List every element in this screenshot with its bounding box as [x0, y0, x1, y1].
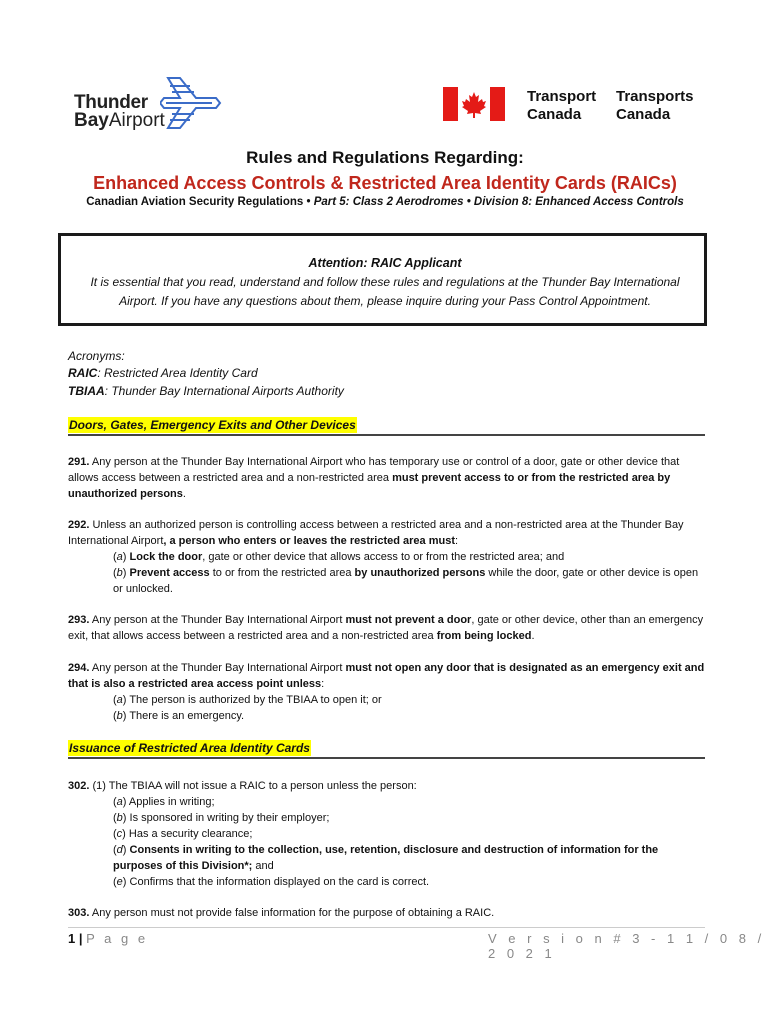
acronym-definition: : Restricted Area Identity Card	[97, 366, 258, 380]
tc-logo-transport-en: Transport	[527, 88, 597, 105]
list-item: (d) Consents in writing to the collection, use, retention, disclosure and destruction of information for the purposes of this Division*; and	[113, 844, 659, 872]
list-label: a	[116, 694, 123, 706]
regulation-number: 293.	[68, 614, 90, 626]
regulation-number: 302.	[68, 780, 90, 792]
list-label: b	[116, 567, 123, 579]
acronym-raic	[68, 366, 258, 380]
regulation-text: .	[531, 630, 535, 642]
regulation-text: , gate or other device, other than an emergency exit, that allows access between a restricted area and a non-restricted area	[68, 614, 704, 642]
regulation-291	[68, 454, 708, 502]
list-label: e	[116, 876, 123, 888]
tc-logo-canada-en: Canada	[527, 106, 582, 123]
canada-flag-icon	[443, 87, 505, 121]
regulation-reference	[0, 196, 770, 208]
regulation-emphasis: must prevent access to or from the restricted area by unauthorized persons	[68, 472, 671, 500]
tb-logo-bay-airport	[74, 110, 165, 132]
regulation-number: 294.	[68, 662, 90, 674]
regulation-number: 303.	[68, 907, 90, 919]
airplane-logo-icon	[160, 76, 222, 130]
regulation-text: Unless an authorized person is controlling access between a restricted area and a non-restricted area at the Thunder Bay International Airport	[68, 519, 684, 547]
regulation-293	[68, 612, 708, 644]
regulation-emphasis: by unauthorized persons	[354, 567, 486, 579]
regulation-lead	[68, 660, 708, 692]
list-item: (e) Confirms that the information displayed on the card is correct.	[113, 876, 430, 888]
acronym-tbiaa	[68, 384, 344, 398]
page-number-value: 1	[68, 931, 76, 946]
regulation-text: Any person at the Thunder Bay International Airport	[89, 614, 346, 626]
regulation-number: 292.	[68, 519, 90, 531]
regulation-number: 291.	[68, 456, 90, 468]
tc-logo-transports-fr: Transports	[616, 88, 694, 105]
acronyms-label: Acronyms:	[68, 349, 125, 363]
list-item: (a) Applies in writing;	[113, 796, 215, 808]
attention-body: It is essential that you read, understand and follow these rules and regulations at the Thunder Bay International Airport. If you have any questions about them, please inquire during your Pass Control Appointment.	[90, 275, 680, 308]
list-label: a	[116, 796, 123, 808]
regulation-lead	[68, 778, 708, 794]
regulation-text: Is sponsored in writing by their employer;	[126, 812, 330, 824]
regulation-part: Part 5: Class 2 Aerodromes • Division 8: Enhanced Access Controls	[313, 196, 684, 208]
section-heading-doors: Doors, Gates, Emergency Exits and Other Devices	[69, 418, 356, 432]
regulation-lead	[68, 517, 708, 549]
page-word: P a g e	[86, 931, 149, 946]
tb-logo-bay: Bay	[74, 110, 109, 131]
regulation-text: Has a security clearance;	[125, 828, 253, 840]
page-number	[68, 931, 148, 946]
regulation-292	[68, 517, 708, 597]
version-label: V e r s i o n # 3 - 1 1 / 0 8 / 2 0 2 1	[488, 931, 766, 961]
regulation-text: The person is authorized by the TBIAA to open it; or	[126, 694, 382, 706]
page-title: Rules and Regulations Regarding:	[246, 148, 524, 167]
acronym-abbr: TBIAA	[68, 384, 105, 398]
regulation-lead: Canadian Aviation Security Regulations •	[86, 196, 314, 208]
regulation-text: and	[252, 860, 274, 872]
regulation-text: while the door, gate or other device is open or unlocked.	[113, 567, 699, 595]
regulation-emphasis: Lock the door	[129, 551, 203, 563]
tb-logo-thunder: Thunder	[74, 92, 148, 113]
regulation-emphasis: Prevent access	[129, 567, 210, 579]
list-item: (c) Has a security clearance;	[113, 828, 253, 840]
attention-heading: Attention: RAIC Applicant	[308, 256, 462, 270]
regulation-text: :	[455, 535, 459, 547]
list-item: (b) Prevent access to or from the restricted area by unauthorized persons while the door, gate or other device is open or unlocked.	[113, 567, 699, 595]
regulation-text: to or from the restricted area	[209, 567, 355, 579]
list-item: (b) Is sponsored in writing by their employer;	[113, 812, 330, 824]
list-item: (b) There is an emergency.	[113, 710, 245, 722]
list-item: (a) The person is authorized by the TBIAA to open it; or	[113, 694, 382, 706]
regulation-303	[68, 905, 708, 921]
list-label: b	[116, 812, 123, 824]
regulation-text: Any person must not provide false information for the purpose of obtaining a RAIC.	[89, 907, 495, 919]
regulation-294	[68, 660, 708, 724]
regulation-text: Applies in writing;	[126, 796, 215, 808]
section-divider	[68, 757, 705, 759]
regulation-302	[68, 778, 708, 890]
regulation-text: Confirms that the information displayed on the card is correct.	[126, 876, 430, 888]
regulation-emphasis: from being locked	[436, 630, 532, 642]
tc-logo-canada-fr: Canada	[616, 106, 671, 123]
section-heading-issuance: Issuance of Restricted Area Identity Cards	[69, 741, 310, 755]
page-subtitle: Enhanced Access Controls & Restricted Area Identity Cards (RAICs)	[93, 173, 677, 193]
regulation-text: , gate or other device that allows access to or from the restricted area; and	[202, 551, 565, 563]
regulation-text: Any person at the Thunder Bay International Airport	[89, 662, 346, 674]
regulation-text: .	[182, 488, 186, 500]
list-item: (a) Lock the door, gate or other device that allows access to or from the restricted area; and	[113, 551, 565, 563]
list-label: c	[116, 828, 123, 840]
regulation-emphasis: must not open any door that is designated as an emergency exit and that is also a restricted area access point unless	[68, 662, 705, 690]
page-separator: |	[75, 931, 87, 946]
footer-divider	[68, 927, 705, 928]
regulation-emphasis: must not prevent a door	[345, 614, 472, 626]
list-label: b	[116, 710, 123, 722]
acronym-definition: : Thunder Bay International Airports Authority	[104, 384, 344, 398]
regulation-emphasis: Consents in writing to the collection, use, retention, disclosure and destruction of information for the purposes of this Division*;	[113, 844, 659, 872]
regulation-text: Any person at the Thunder Bay International Airport who has temporary use or control of a door, gate or other device that allows access between a restricted area and a non-restricted area	[68, 456, 680, 484]
list-label: a	[116, 551, 123, 563]
regulation-text: There is an emergency.	[126, 710, 245, 722]
acronym-abbr: RAIC	[68, 366, 98, 380]
regulation-text: (1) The TBIAA will not issue a RAIC to a person unless the person:	[89, 780, 417, 792]
list-label: d	[116, 844, 123, 856]
regulation-text: :	[321, 678, 325, 690]
section-divider	[68, 434, 705, 436]
tb-logo-airport: Airport	[108, 110, 165, 131]
regulation-emphasis: , a person who enters or leaves the restricted area must	[163, 535, 456, 547]
